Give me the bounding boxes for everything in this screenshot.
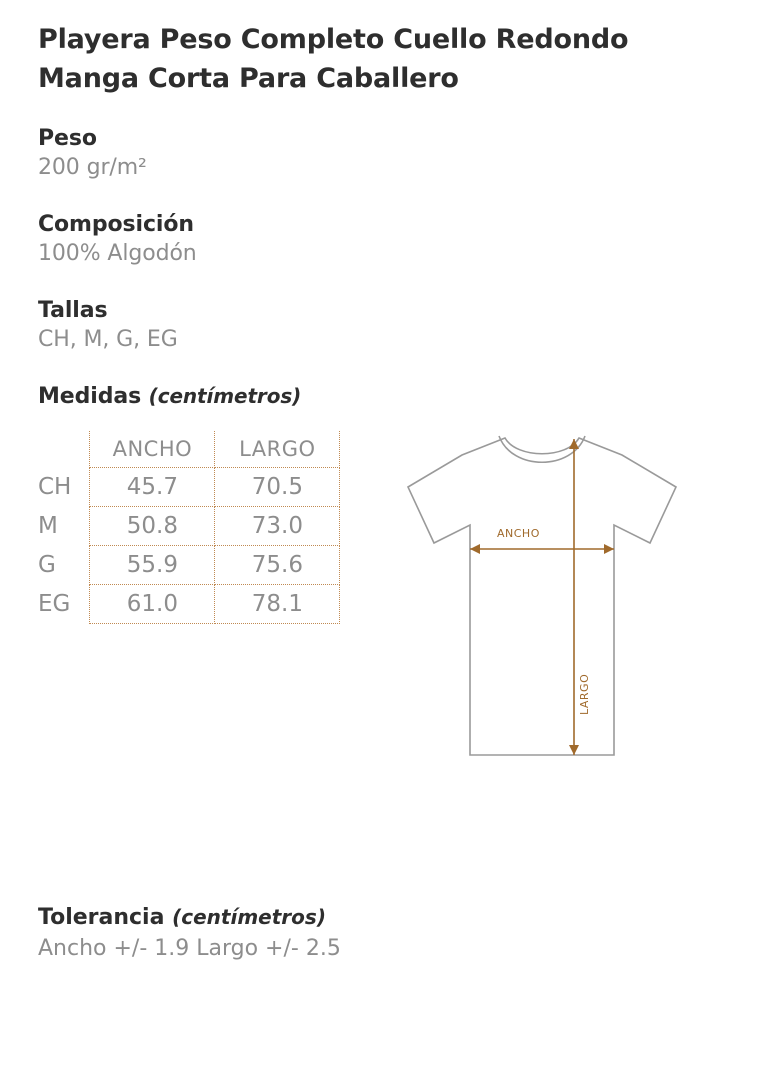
cell-ancho: 50.8 [90,507,215,546]
spec-composicion-value: 100% Algodón [38,241,197,267]
column-header-ancho: ANCHO [90,431,215,468]
width-label: ANCHO [497,527,541,541]
spec-composicion-label: Composición [38,212,194,238]
length-arrow-head-bottom [569,745,579,755]
cell-largo: 75.6 [215,546,340,585]
spec-peso-value: 200 gr/m² [38,155,147,181]
table-row [38,546,340,585]
cell-largo: 78.1 [215,585,340,624]
size-table [38,431,340,624]
tolerance-heading-label: Tolerancia [38,905,165,930]
spec-tallas-value: CH, M, G, EG [38,327,178,353]
medidas-heading-unit: (centímetros) [148,384,302,409]
spec-tallas [38,298,729,352]
row-size-label: CH [38,474,72,501]
cell-ancho: 61.0 [90,585,215,624]
spec-peso [38,126,729,180]
cell-ancho: 45.7 [90,468,215,507]
table-header-row [38,431,340,468]
measurements-area [38,431,729,779]
row-size-label: EG [38,591,71,618]
spacer [38,194,729,212]
tolerance-value: Ancho +/- 1.9 Largo +/- 2.5 [38,936,341,961]
spacer [38,280,729,298]
tolerance-section [38,905,341,961]
cell-largo: 73.0 [215,507,340,546]
page-title: Playera Peso Completo Cuello Redondo Manga Corta Para Caballero [38,24,629,95]
spacer [38,366,729,384]
medidas-heading [38,384,729,409]
spec-peso-label: Peso [38,126,97,152]
tolerance-heading-unit: (centímetros) [172,905,326,929]
cell-largo: 70.5 [215,468,340,507]
width-arrow-head-left [470,544,480,554]
column-header-largo: LARGO [215,431,340,468]
tolerance-heading [38,905,341,930]
shirt-collar-path [499,436,585,462]
row-size-label: G [38,552,56,579]
row-size-label: M [38,513,58,540]
cell-ancho: 55.9 [90,546,215,585]
spec-tallas-label: Tallas [38,298,108,324]
table-corner-cell [38,431,90,468]
table-row [38,468,340,507]
shirt-outline-path [408,438,676,755]
medidas-heading-label: Medidas [38,384,142,410]
table-row [38,585,340,624]
length-label: LARGO [578,674,592,716]
table-row [38,507,340,546]
spec-composicion [38,212,729,266]
shirt-diagram [392,425,692,779]
width-arrow-head-right [604,544,614,554]
shirt-diagram-svg [392,425,692,775]
